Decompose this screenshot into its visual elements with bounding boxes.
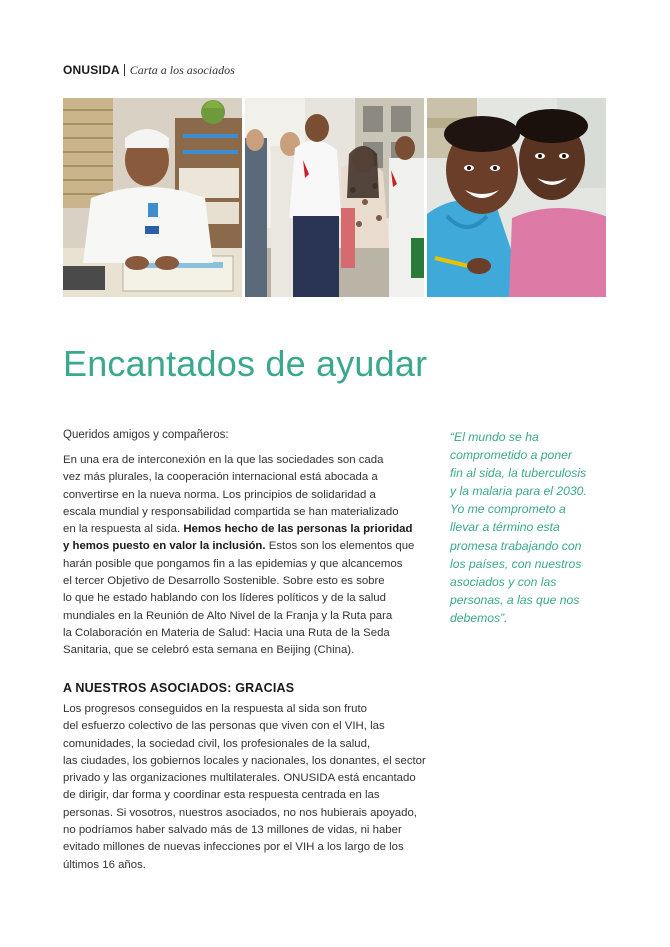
text-line: comunidades, la sociedad civil, los profesionales de la salud, [63, 737, 371, 750]
delegation-walking-photo [245, 98, 424, 297]
text-line: personas. Si vosotros, nuestros asociados, no nos hubierais apoyado, [63, 806, 417, 819]
text-line: Los progresos conseguidos en la respuesta al sida son fruto [63, 703, 367, 715]
quote-line: fin al sida, la tuberculosis [450, 466, 587, 481]
text-line: del esfuerzo colectivo de las personas que viven con el VIH, las [63, 720, 385, 733]
text-line: vez más plurales, la cooperación internacional está abocada a [63, 471, 378, 484]
quote-line: los países, con nuestros [450, 556, 582, 571]
text-line: En una era de interconexión en la que las sociedades son cada [63, 454, 384, 466]
text-line: convertirse en la nueva norma. Los principios de solidaridad a [63, 488, 376, 501]
pull-quote [450, 428, 615, 627]
quote-line: llevar a término esta [450, 520, 560, 535]
quote-line: promesa trabajando con [450, 538, 582, 553]
text-line [63, 538, 443, 555]
text-line: evitado millones de nuevas infecciones por el VIH a los largo de los [63, 841, 404, 854]
quote-line: Yo me comprometo a [450, 502, 566, 517]
quote-line: y la malaria para el 2030. [450, 484, 587, 499]
letter-paragraph-1 [63, 452, 443, 660]
text-run: Estos son los elementos que [265, 540, 415, 553]
text-line [63, 521, 443, 538]
quote-line: comprometido a poner [450, 448, 572, 463]
text-line: privado y las organizaciones multilaterales. ONUSIDA está encantado [63, 772, 416, 785]
text-run: en la respuesta al sida. [63, 523, 184, 536]
letter-greeting: Queridos amigos y compañeros: [63, 429, 229, 441]
text-line: la Colaboración en Materia de Salud: Hacia una Ruta de la Seda [63, 626, 390, 639]
text-line: Sanitaria, que se celebró esta semana en Beijing (China). [63, 644, 355, 657]
text-line: el tercer Objetivo de Desarrollo Sostenible. Sobre esto es sobre [63, 575, 385, 588]
text-line: de dirigir, dar forma y coordinar esta respuesta centrada en las [63, 789, 380, 802]
quote-line: debemos”. [450, 610, 508, 625]
section-heading: A NUESTROS ASOCIADOS: GRACIAS [63, 681, 295, 695]
bold-emphasis: Hemos hecho de las personas la prioridad [183, 523, 413, 536]
quote-line: personas, a las que nos [450, 592, 580, 607]
text-line: las ciudades, los gobiernos locales y nacionales, los donantes, el sector [63, 754, 426, 767]
header-divider [124, 64, 125, 76]
text-line: escala mundial y responsabilidad compartida se han materializado [63, 505, 399, 518]
text-line: mundiales en la Reunión de Alto Nivel de la Franja y la Ruta para [63, 609, 393, 622]
text-line: lo que he estado hablando con los líderes políticos y de la salud [63, 592, 386, 605]
header-subtitle: Carta a los asociados [129, 63, 235, 77]
quote-line: asociados y con las [450, 574, 557, 589]
text-line: últimos 16 años. [63, 858, 146, 871]
text-line: harán posible que pongamos fin a las epidemias y que alcancemos [63, 557, 403, 570]
two-girls-photo [427, 98, 606, 297]
pharmacist-photo [63, 98, 242, 297]
page-title: Encantados de ayudar [63, 343, 428, 384]
letter-paragraph-2 [63, 701, 455, 874]
bold-emphasis: y hemos puesto en valor la inclusión. [63, 540, 266, 553]
quote-line: “El mundo se ha [450, 430, 539, 444]
page-header [63, 63, 235, 77]
text-line: no podríamos haber salvado más de 13 millones de vidas, ni haber [63, 824, 402, 837]
brand-name: ONUSIDA [63, 63, 120, 77]
